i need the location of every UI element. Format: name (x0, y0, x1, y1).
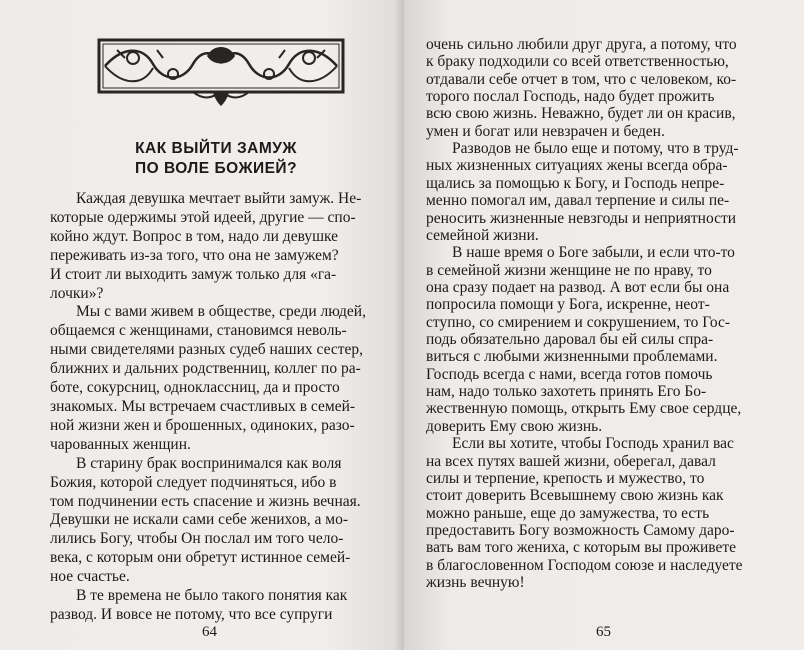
text-line: чарованных женщин. (50, 435, 191, 453)
text-line: реносить жизненные невзгоды и неприятности (426, 209, 737, 227)
text-line: умен и богат или невзрачен и беден. (426, 122, 665, 140)
text-line: Если вы хотите, чтобы Господь хранил вас (452, 435, 734, 453)
text-line: к браку подходили со всей ответственностью, (426, 53, 729, 71)
text-line: доверить Ему свою жизнь. (426, 417, 603, 435)
text-line: менно помогал им, давал терпение и силы пе- (426, 192, 730, 210)
right-page (404, 0, 804, 650)
text-line: В наше время о Боге забыли, и если что-то (452, 244, 735, 262)
text-line: Господь всегда с нами, всегда готов помочь (426, 365, 713, 383)
text-line: силы и терпение, крепость и мужество, то (426, 469, 705, 487)
page-number-right: 65 (596, 624, 611, 640)
text-line: Божия, которой следует подчиняться, ибо в (50, 473, 337, 491)
text-line: ближних и дальних родственниц, коллег по ра- (50, 360, 361, 378)
floral-ornament-icon (93, 36, 349, 108)
text-line: жизнь вечную! (426, 574, 525, 591)
text-line: вать вам того жениха, с которым вы проживете (426, 539, 737, 557)
chapter-title-line2: ПО ВОЛЕ БОЖИЕЙ? (134, 160, 298, 177)
text-line: она сразу подает на развод. А вот если бы она (426, 278, 730, 296)
text-line: Разводов не было еще и потому, что в труд- (452, 140, 739, 158)
text-line: нам, надо только захотеть принять Его Бо- (426, 383, 707, 401)
text-line: развод. И вовсе не потому, что все супруги (50, 606, 333, 623)
text-line: подь обязательно даровал бы ей силы спра- (426, 331, 714, 349)
text-line: стоит доверить Всевышнему свою жизнь как (426, 487, 724, 505)
text-line: знакомых. Мы встречаем счастливых в семей- (50, 398, 356, 415)
text-line: в семейной жизни женщине не по нраву, то (426, 261, 712, 279)
text-line: том подчинении есть спасение и жизнь вечная. (50, 492, 361, 510)
text-line: ное счастье. (50, 568, 130, 586)
text-line: общаемся с женщинами, становимся неволь- (50, 322, 347, 340)
text-line: Девушки не искали сами себе женихов, а мо- (50, 511, 348, 529)
text-line: И стоит ли выходить замуж только для «га- (50, 265, 337, 283)
text-line: жественную помощь, открыть Ему свое сердце, (426, 400, 742, 418)
text-line: щались за помощью к Богу, и Господь непре- (426, 174, 725, 192)
text-line: торого послал Господь, надо будет прожить (426, 88, 715, 106)
text-line: семейной жизни. (426, 226, 539, 244)
text-line: предоставить Богу возможность Самому даро- (426, 521, 735, 539)
text-line: Каждая девушка мечтает выйти замуж. Не- (76, 190, 362, 207)
text-line: лились Богу, чтобы Он послал им того чело- (50, 530, 344, 548)
text-line: виться с любыми жизненными проблемами. (426, 348, 718, 366)
text-line: лочки»? (50, 284, 104, 302)
text-line: которые одержимы этой идеей, другие — спо- (50, 208, 356, 226)
text-line: койно ждут. Вопрос в том, надо ли девушке (50, 227, 339, 245)
text-line: всю свою жизнь. Неважно, будет ли он красив, (426, 105, 736, 123)
text-line: В те времена не было такого понятия как (76, 587, 348, 605)
text-line: века, с которым они обретут истинное семей- (50, 549, 351, 567)
text-line: боте, сокурсниц, одноклассниц, да и просто (50, 379, 340, 397)
chapter-title-line1: КАК ВЫЙТИ ЗАМУЖ (135, 140, 297, 157)
text-line: ными свидетелями разных судеб наших сестер, (50, 341, 364, 359)
text-line: ступно, со смирением и сокрушением, то Гос- (426, 313, 730, 331)
text-line: Мы с вами живем в обществе, среди людей, (76, 303, 366, 321)
text-line: очень сильно любили друг друга, а потому, что (426, 36, 737, 53)
text-line: переживать из-за того, что она не замужем? (50, 246, 339, 264)
text-line: на всех путях вашей жизни, оберегал, давал (426, 452, 716, 470)
text-line: можно раньше, еще до замужества, то есть (426, 504, 710, 522)
page-number-left: 64 (202, 624, 217, 640)
text-line: в благословенном Господом союзе и наследуете (426, 556, 743, 574)
text-line: попросила помощи у Бога, искренне, неот- (426, 296, 710, 314)
text-line: отдавали себе отчет в том, что с человеком, ко- (426, 70, 737, 88)
text-line: В старину брак воспринимался как воля (76, 454, 342, 472)
text-line: ных жизненных ситуациях жены всегда обра- (426, 157, 728, 175)
text-line: ной жизни жен и брошенных, одиноких, разо- (50, 416, 355, 434)
